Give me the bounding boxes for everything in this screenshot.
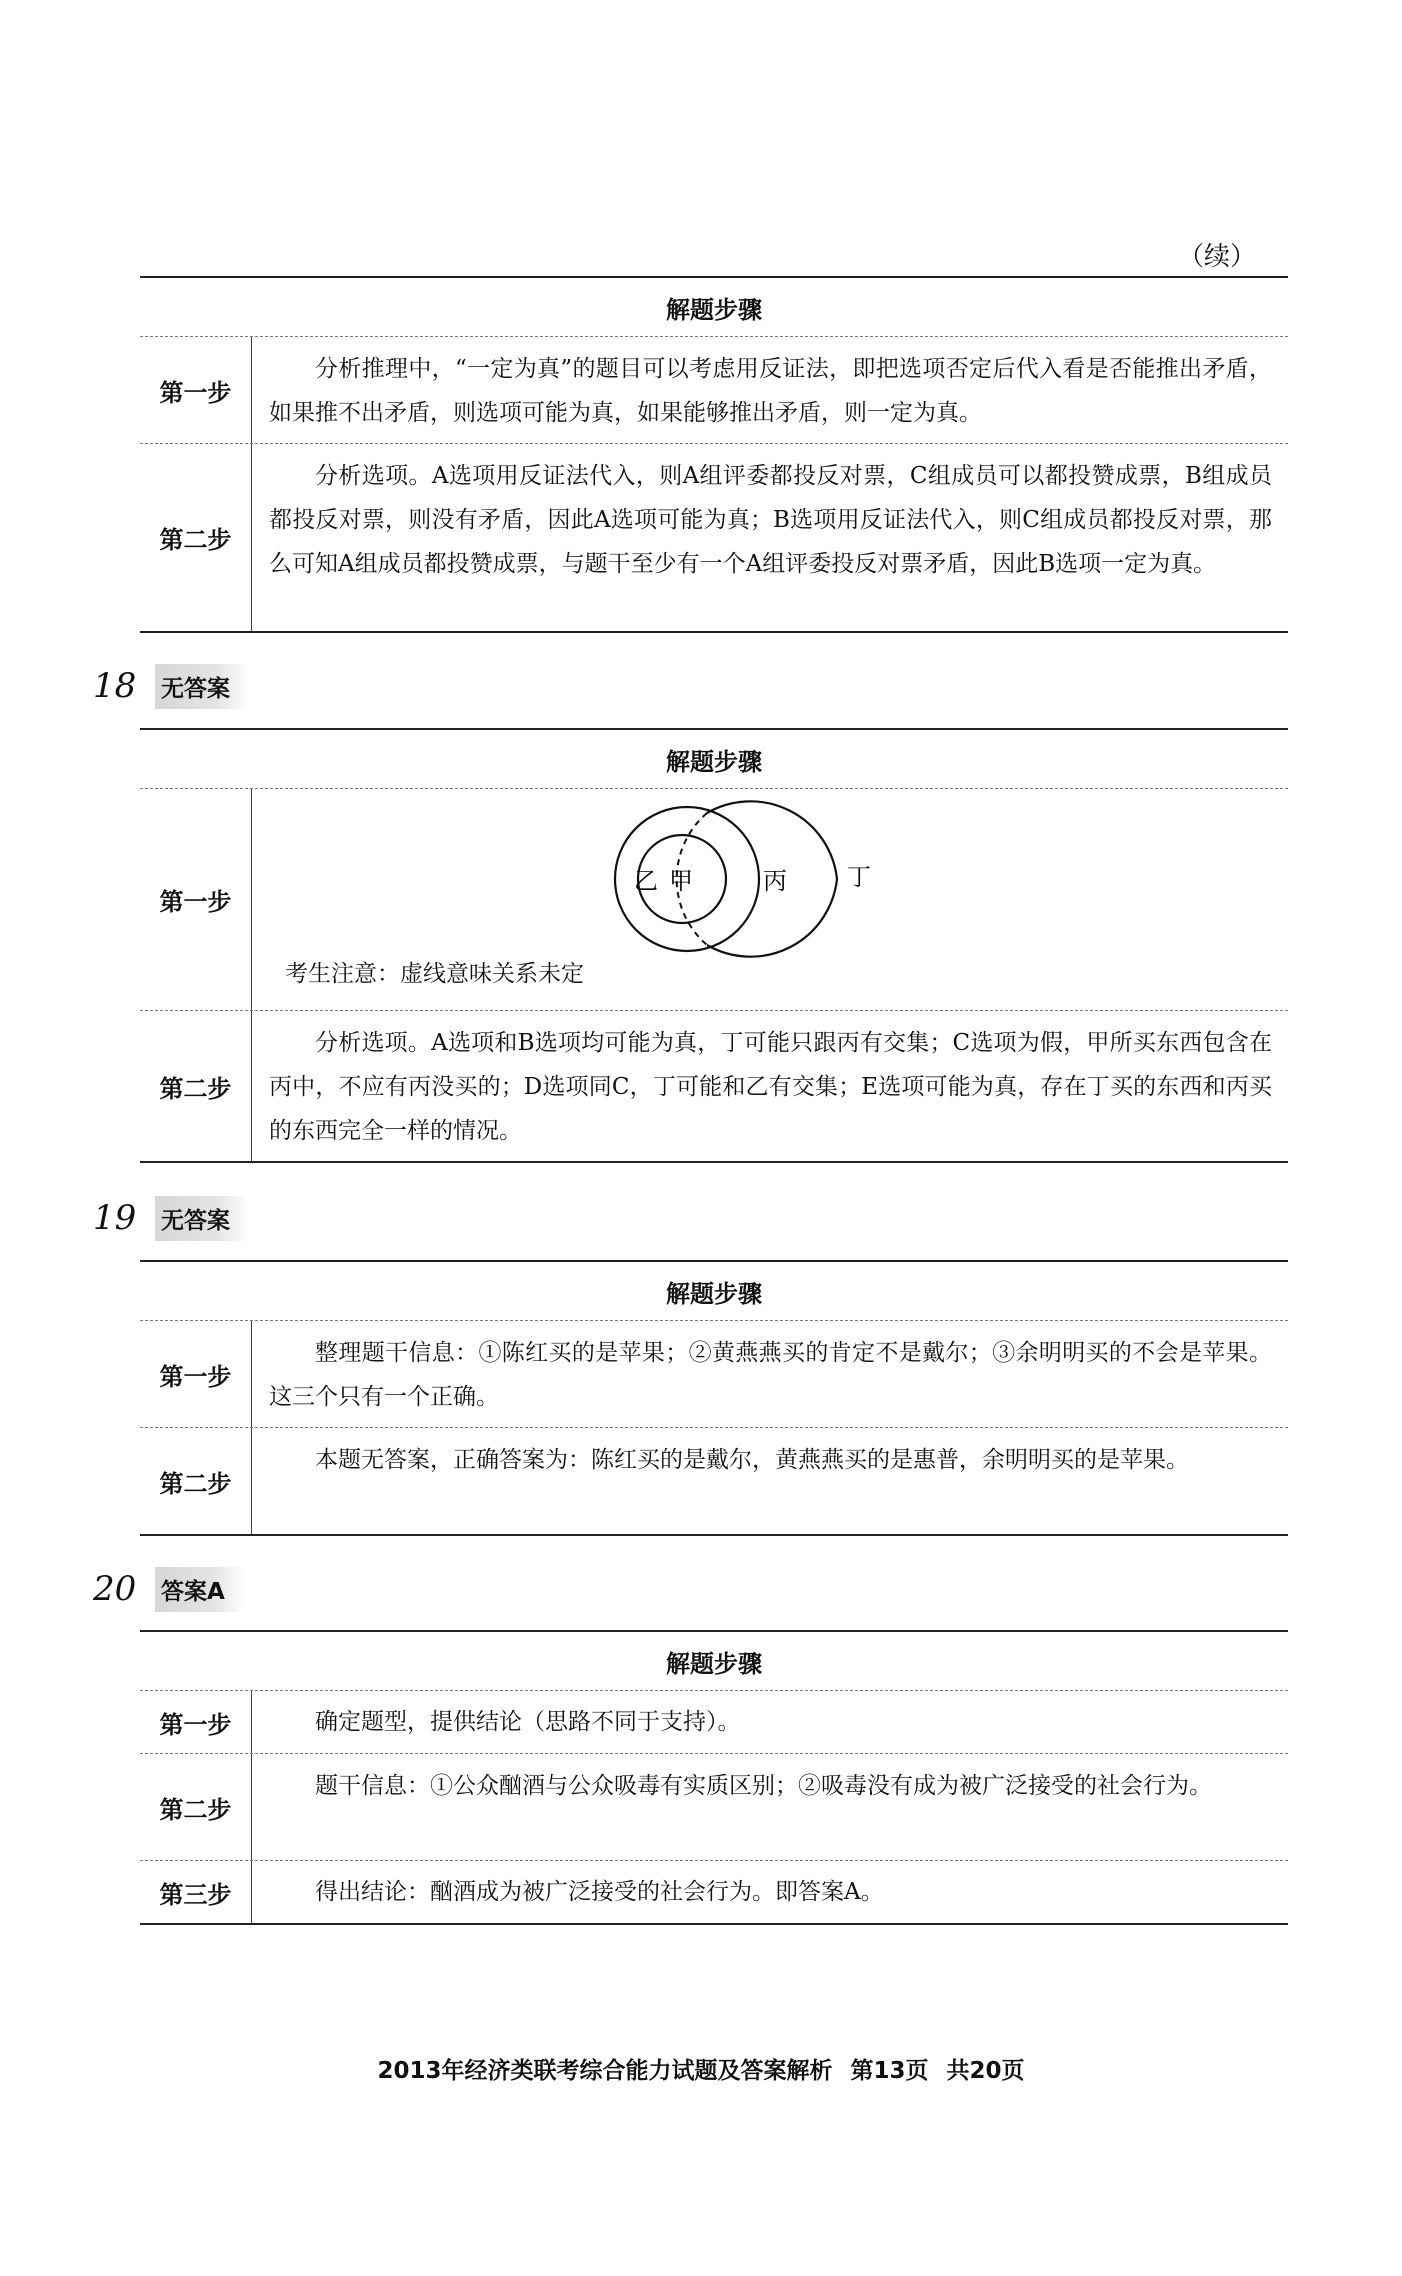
answer-label: 答案A [155,1567,245,1612]
step-row [140,1321,1288,1428]
step-text [252,1861,1288,1923]
step-row [140,444,1288,631]
steps-table-17 [140,276,1288,633]
continued-label: （续） [1178,242,1257,272]
step-label: 第三步 [140,1861,252,1923]
step-row [140,1861,1288,1923]
step-label: 第一步 [140,337,252,443]
question-number: 20 [93,1569,137,1609]
steps-table-19 [140,1260,1288,1536]
steps-table-20 [140,1630,1288,1925]
footer-title: 2013年经济类联考综合能力试题及答案解析 [377,2058,833,2084]
label-ding: 丁 [847,863,871,891]
label-jia: 甲 [669,867,693,895]
step-text-content: 得出结论：酗酒成为被广泛接受的社会行为。即答案A。 [315,1879,884,1905]
step-label: 第一步 [140,1691,252,1753]
label-yi: 乙 [634,867,658,895]
step-text: 分析选项。A选项用反证法代入，则A组评委都投反对票，C组成员可以都投赞成票，B组成员都投反对票，则没有矛盾，因此A选项可能为真；B选项用反证法代入，则C组成员都投反对票，那么可知A组成员都投赞成票，与题干至少有一个A组评委投反对票矛盾，因此B选项一定为真。 [269,463,1272,577]
table-header: 解题步骤 [140,1262,1288,1321]
step-text: 分析推理中，“一定为真”的题目可以考虑用反证法，即把选项否定后代入看是否能推出矛盾，如果推不出矛盾，则选项可能为真，如果能够推出矛盾，则一定为真。 [269,356,1272,426]
steps-table-18 [140,728,1288,1163]
answer-label: 无答案 [155,664,250,709]
step-row [140,337,1288,444]
step-text [252,1691,1288,1753]
footer-total: 共20页 [946,2058,1025,2084]
step-text-content: 确定题型，提供结论（思路不同于支持）。 [315,1709,741,1735]
step-text: 分析选项。A选项和B选项均可能为真，丁可能只跟丙有交集；C选项为假，甲所买东西包含在丙中，不应有丙没买的；D选项同C，丁可能和乙有交集；E选项可能为真，存在丁买的东西和丙买的东西完全一样的情况。 [269,1030,1272,1144]
step-label: 第一步 [140,789,252,1010]
step-label: 第二步 [140,444,252,631]
step-label: 第二步 [140,1754,252,1860]
footer-page: 第13页 [850,2058,929,2084]
step-row [140,789,1288,1011]
step-text: 整理题干信息：①陈红买的是苹果；②黄燕燕买的肯定不是戴尔；③余明明买的不会是苹果。这三个只有一个正确。 [269,1340,1272,1410]
step-row [140,1691,1288,1754]
step-label: 第二步 [140,1428,252,1534]
step-label: 第一步 [140,1321,252,1427]
venn-diagram [587,799,917,959]
question-number: 18 [93,666,137,706]
question-header-18 [93,660,250,712]
venn-note: 考生注意：虚线意味关系未定 [285,961,584,987]
table-header: 解题步骤 [140,278,1288,337]
venn-cell [252,789,1288,1010]
label-bing: 丙 [763,867,787,895]
step-text: 题干信息：①公众酗酒与公众吸毒有实质区别；②吸毒没有成为被广泛接受的社会行为。 [315,1773,1212,1799]
table-header: 解题步骤 [140,730,1288,789]
step-row [140,1754,1288,1861]
step-row [140,1011,1288,1161]
question-header-20 [93,1563,245,1615]
table-header: 解题步骤 [140,1632,1288,1691]
answer-label: 无答案 [155,1196,250,1241]
page-footer [0,2052,1402,2085]
step-text: 本题无答案，正确答案为：陈红买的是戴尔，黄燕燕买的是惠普，余明明买的是苹果。 [315,1447,1189,1473]
question-header-19 [93,1192,250,1244]
question-number: 19 [93,1198,137,1238]
step-label: 第二步 [140,1011,252,1161]
step-row [140,1428,1288,1534]
